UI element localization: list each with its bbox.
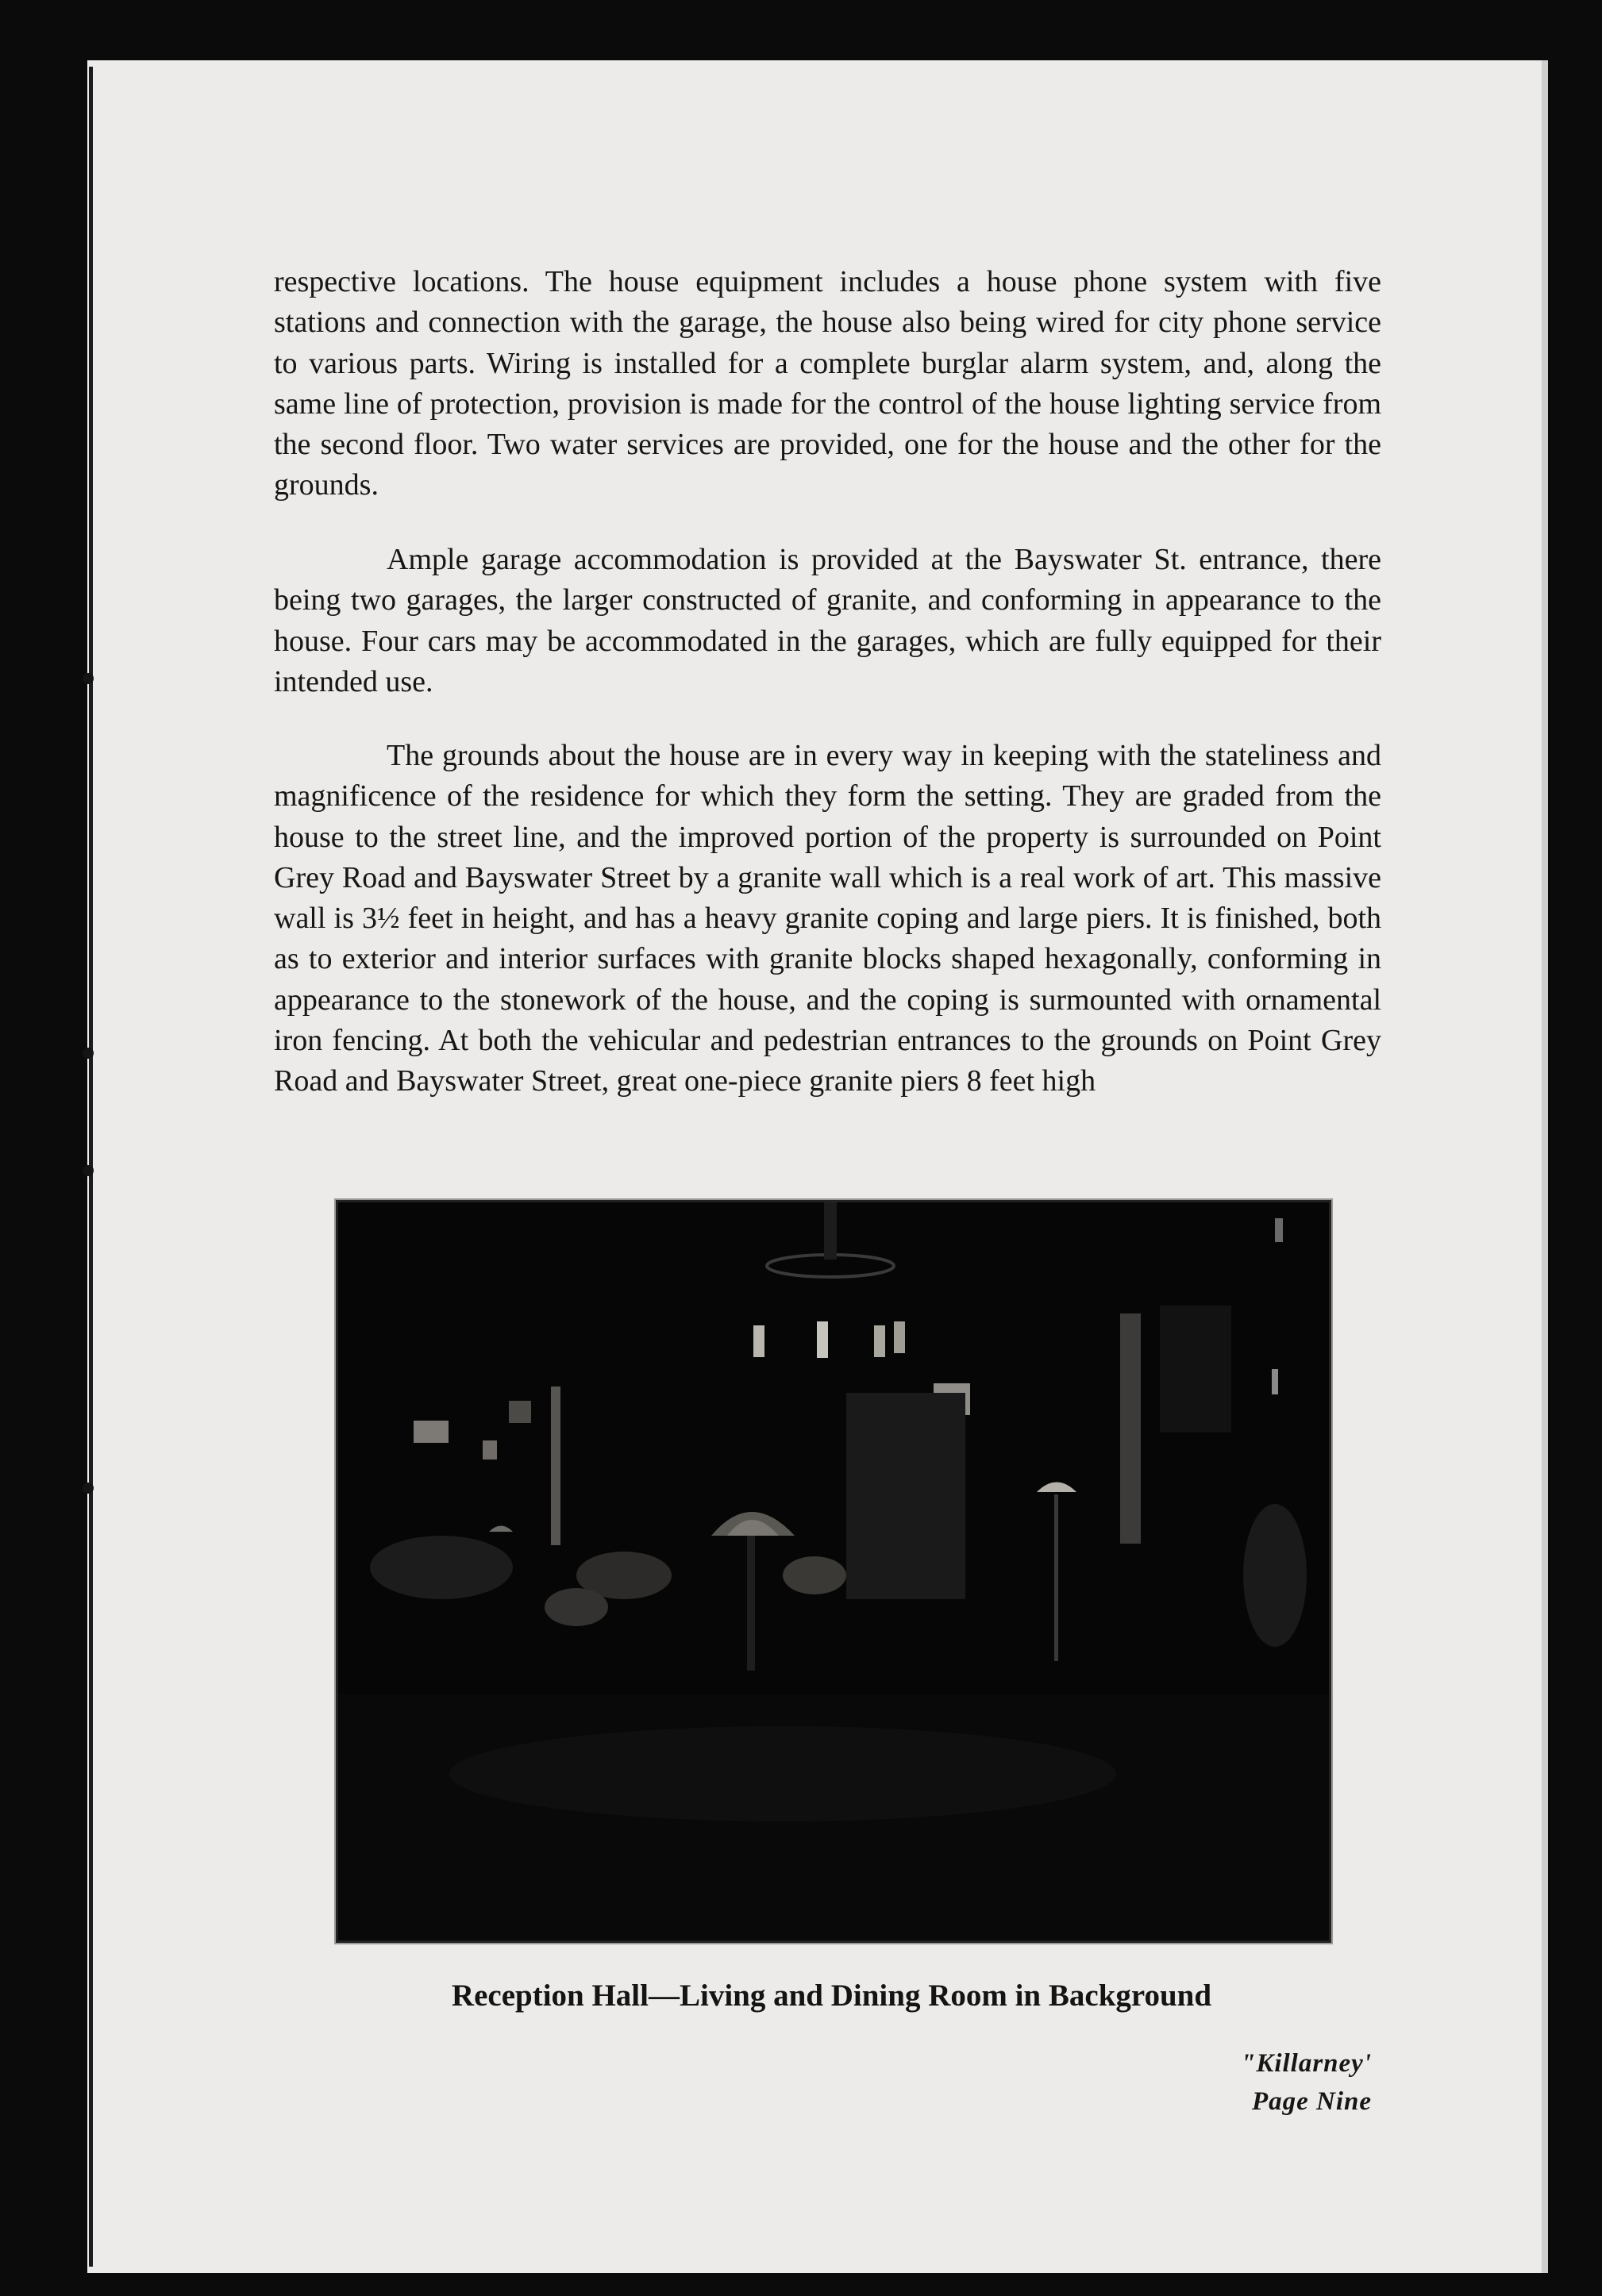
photo-image (338, 1202, 1329, 1940)
binding-mark (83, 673, 94, 684)
scan-top-border (0, 0, 1602, 60)
footer-title: "Killarney' (1241, 2049, 1372, 2078)
paragraph-1: respective locations. The house equipment includes a house phone system with five stations and connection with the garage, the house also being wired for city phone service to various parts. Wiring is installed for a complete burglar alarm system, and, along the same line of protection, provision is made for the control of the house lighting service from the second floor. Two water services are provided, one for the house and the other for the grounds. (274, 265, 1381, 502)
reception-hall-photo (336, 1200, 1331, 1943)
page-edge-shadow (1542, 60, 1548, 2273)
binding-mark (83, 1048, 94, 1059)
page-footer (1241, 2044, 1372, 2121)
photo-caption: Reception Hall—Living and Dining Room in Background (451, 1979, 1212, 2013)
paragraph-3: The grounds about the house are in every way in keeping with the stateliness and magnificence of the residence for which they form the setting. They are graded from the house to the street line, and the improved portion of the property is surrounded on Point Grey Road and Bayswater Street by a granite wall which is a real work of art. This massive wall is 3½ feet in height, and has a heavy granite coping and large piers. It is finished, both as to exterior and interior surfaces with granite blocks shaped hexagonally, conforming in appearance to the stonework of the house, and the coping is surmounted with ornamental iron fencing. At both the vehicular and pedestrian entrances to the grounds on Point Grey Road and Bayswater Street, great one-piece granite piers 8 feet high (274, 739, 1381, 1098)
binding-mark (83, 1483, 94, 1494)
scan-bottom-border (0, 2273, 1602, 2296)
paragraph-2: Ample garage accommodation is provided at the Bayswater St. entrance, there being two garages, the larger constructed of granite, and conforming in appearance to the house. Four cars may be accommodated in the garages, which are fully equipped for their intended use. (274, 543, 1381, 698)
page-number: Page Nine (1251, 2087, 1372, 2116)
binding-mark (83, 1165, 94, 1176)
